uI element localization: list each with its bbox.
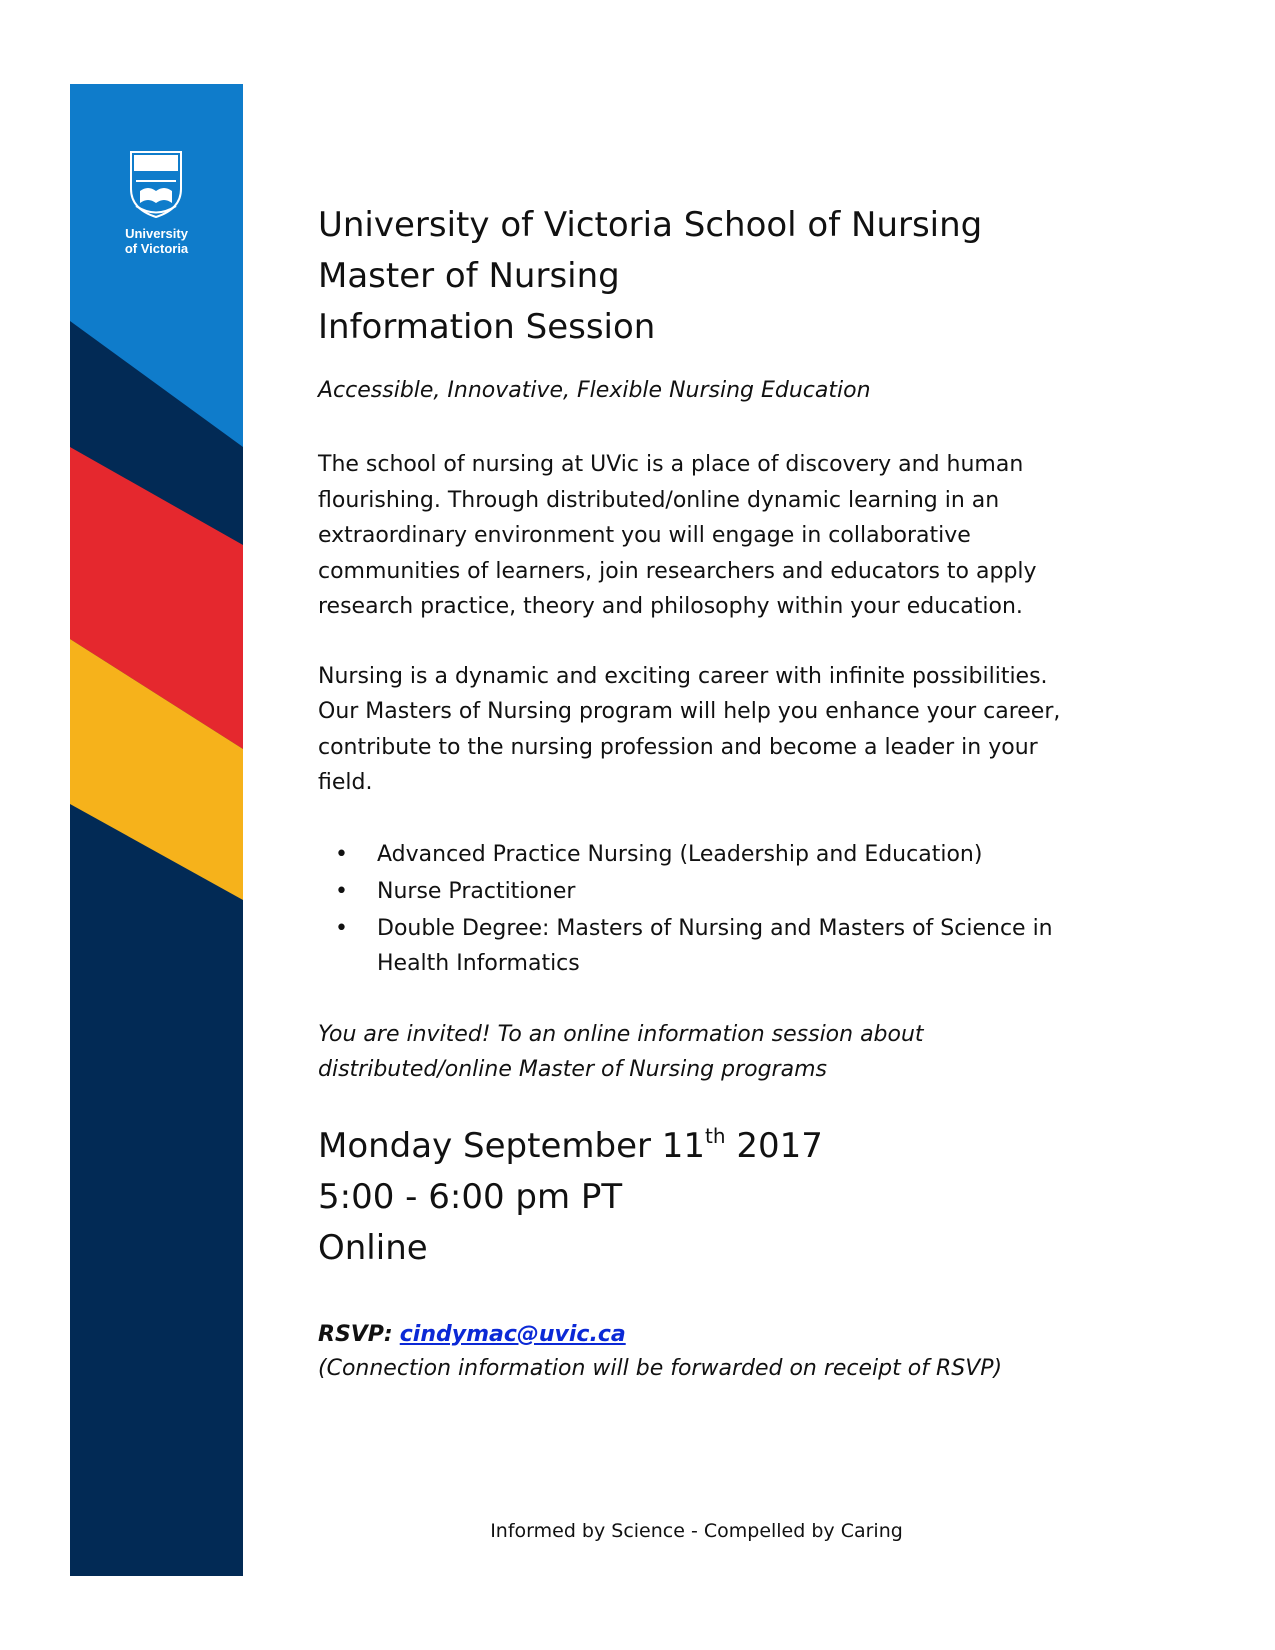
- rsvp-label: RSVP:: [318, 1321, 393, 1347]
- program-label: Double Degree: Masters of Nursing and Masters of Science in Health Informatics: [377, 915, 1053, 976]
- event-details: [318, 1121, 1078, 1274]
- event-date: [318, 1121, 1078, 1172]
- event-date-text: Monday September 11: [318, 1125, 706, 1166]
- program-label: Nurse Practitioner: [377, 878, 576, 904]
- footer-motto: Informed by Science - Compelled by Caring: [490, 1520, 903, 1542]
- rsvp-note: (Connection information will be forwarded on receipt of RSVP): [318, 1355, 1003, 1381]
- program-item: [318, 837, 1078, 872]
- intro-paragraph: The school of nursing at UVic is a place of discovery and human flourishing. Through distributed/online dynamic learning in an extraordinary environment you will engage in collaborative communities of learners, join researchers and educators to apply research practice, theory and philosophy within your education.: [318, 452, 1037, 619]
- rsvp-email-link[interactable]: cindymac@uvic.ca: [399, 1321, 626, 1347]
- title-line-3: Information Session: [318, 307, 656, 347]
- title-line-2: Master of Nursing: [318, 256, 620, 296]
- event-time: 5:00 - 6:00 pm PT: [318, 1176, 623, 1217]
- event-location: Online: [318, 1227, 428, 1268]
- tagline: Accessible, Innovative, Flexible Nursing Education: [318, 378, 871, 403]
- program-item: [318, 874, 1078, 909]
- bullet-icon: •: [335, 915, 348, 941]
- event-date-ordinal: th: [705, 1123, 726, 1148]
- program-label: Advanced Practice Nursing (Leadership and Education): [377, 841, 983, 867]
- wordmark-line-1: University: [125, 226, 188, 241]
- career-paragraph: Nursing is a dynamic and exciting career with infinite possibilities. Our Masters of Nursing program will help you enhance your career, contribute to the nursing profession and become a leader in your field.: [318, 663, 1061, 795]
- title-line-1: University of Victoria School of Nursing: [318, 205, 983, 245]
- main-content: [318, 200, 1078, 1386]
- invitation-text: You are invited! To an online information session about distributed/online Master of Nursing programs: [318, 1021, 924, 1082]
- program-item: [318, 911, 1078, 981]
- page-title: [318, 200, 1078, 353]
- rsvp-line: [318, 1318, 1078, 1352]
- bullet-icon: •: [335, 878, 348, 904]
- program-list: [318, 837, 1078, 981]
- rsvp-block: [318, 1318, 1078, 1386]
- event-date-year: 2017: [725, 1125, 823, 1166]
- bullet-icon: •: [335, 841, 348, 867]
- uvic-wordmark: [70, 226, 243, 256]
- color-stripe-banner: [70, 84, 243, 1576]
- wordmark-line-2: of Victoria: [124, 241, 189, 256]
